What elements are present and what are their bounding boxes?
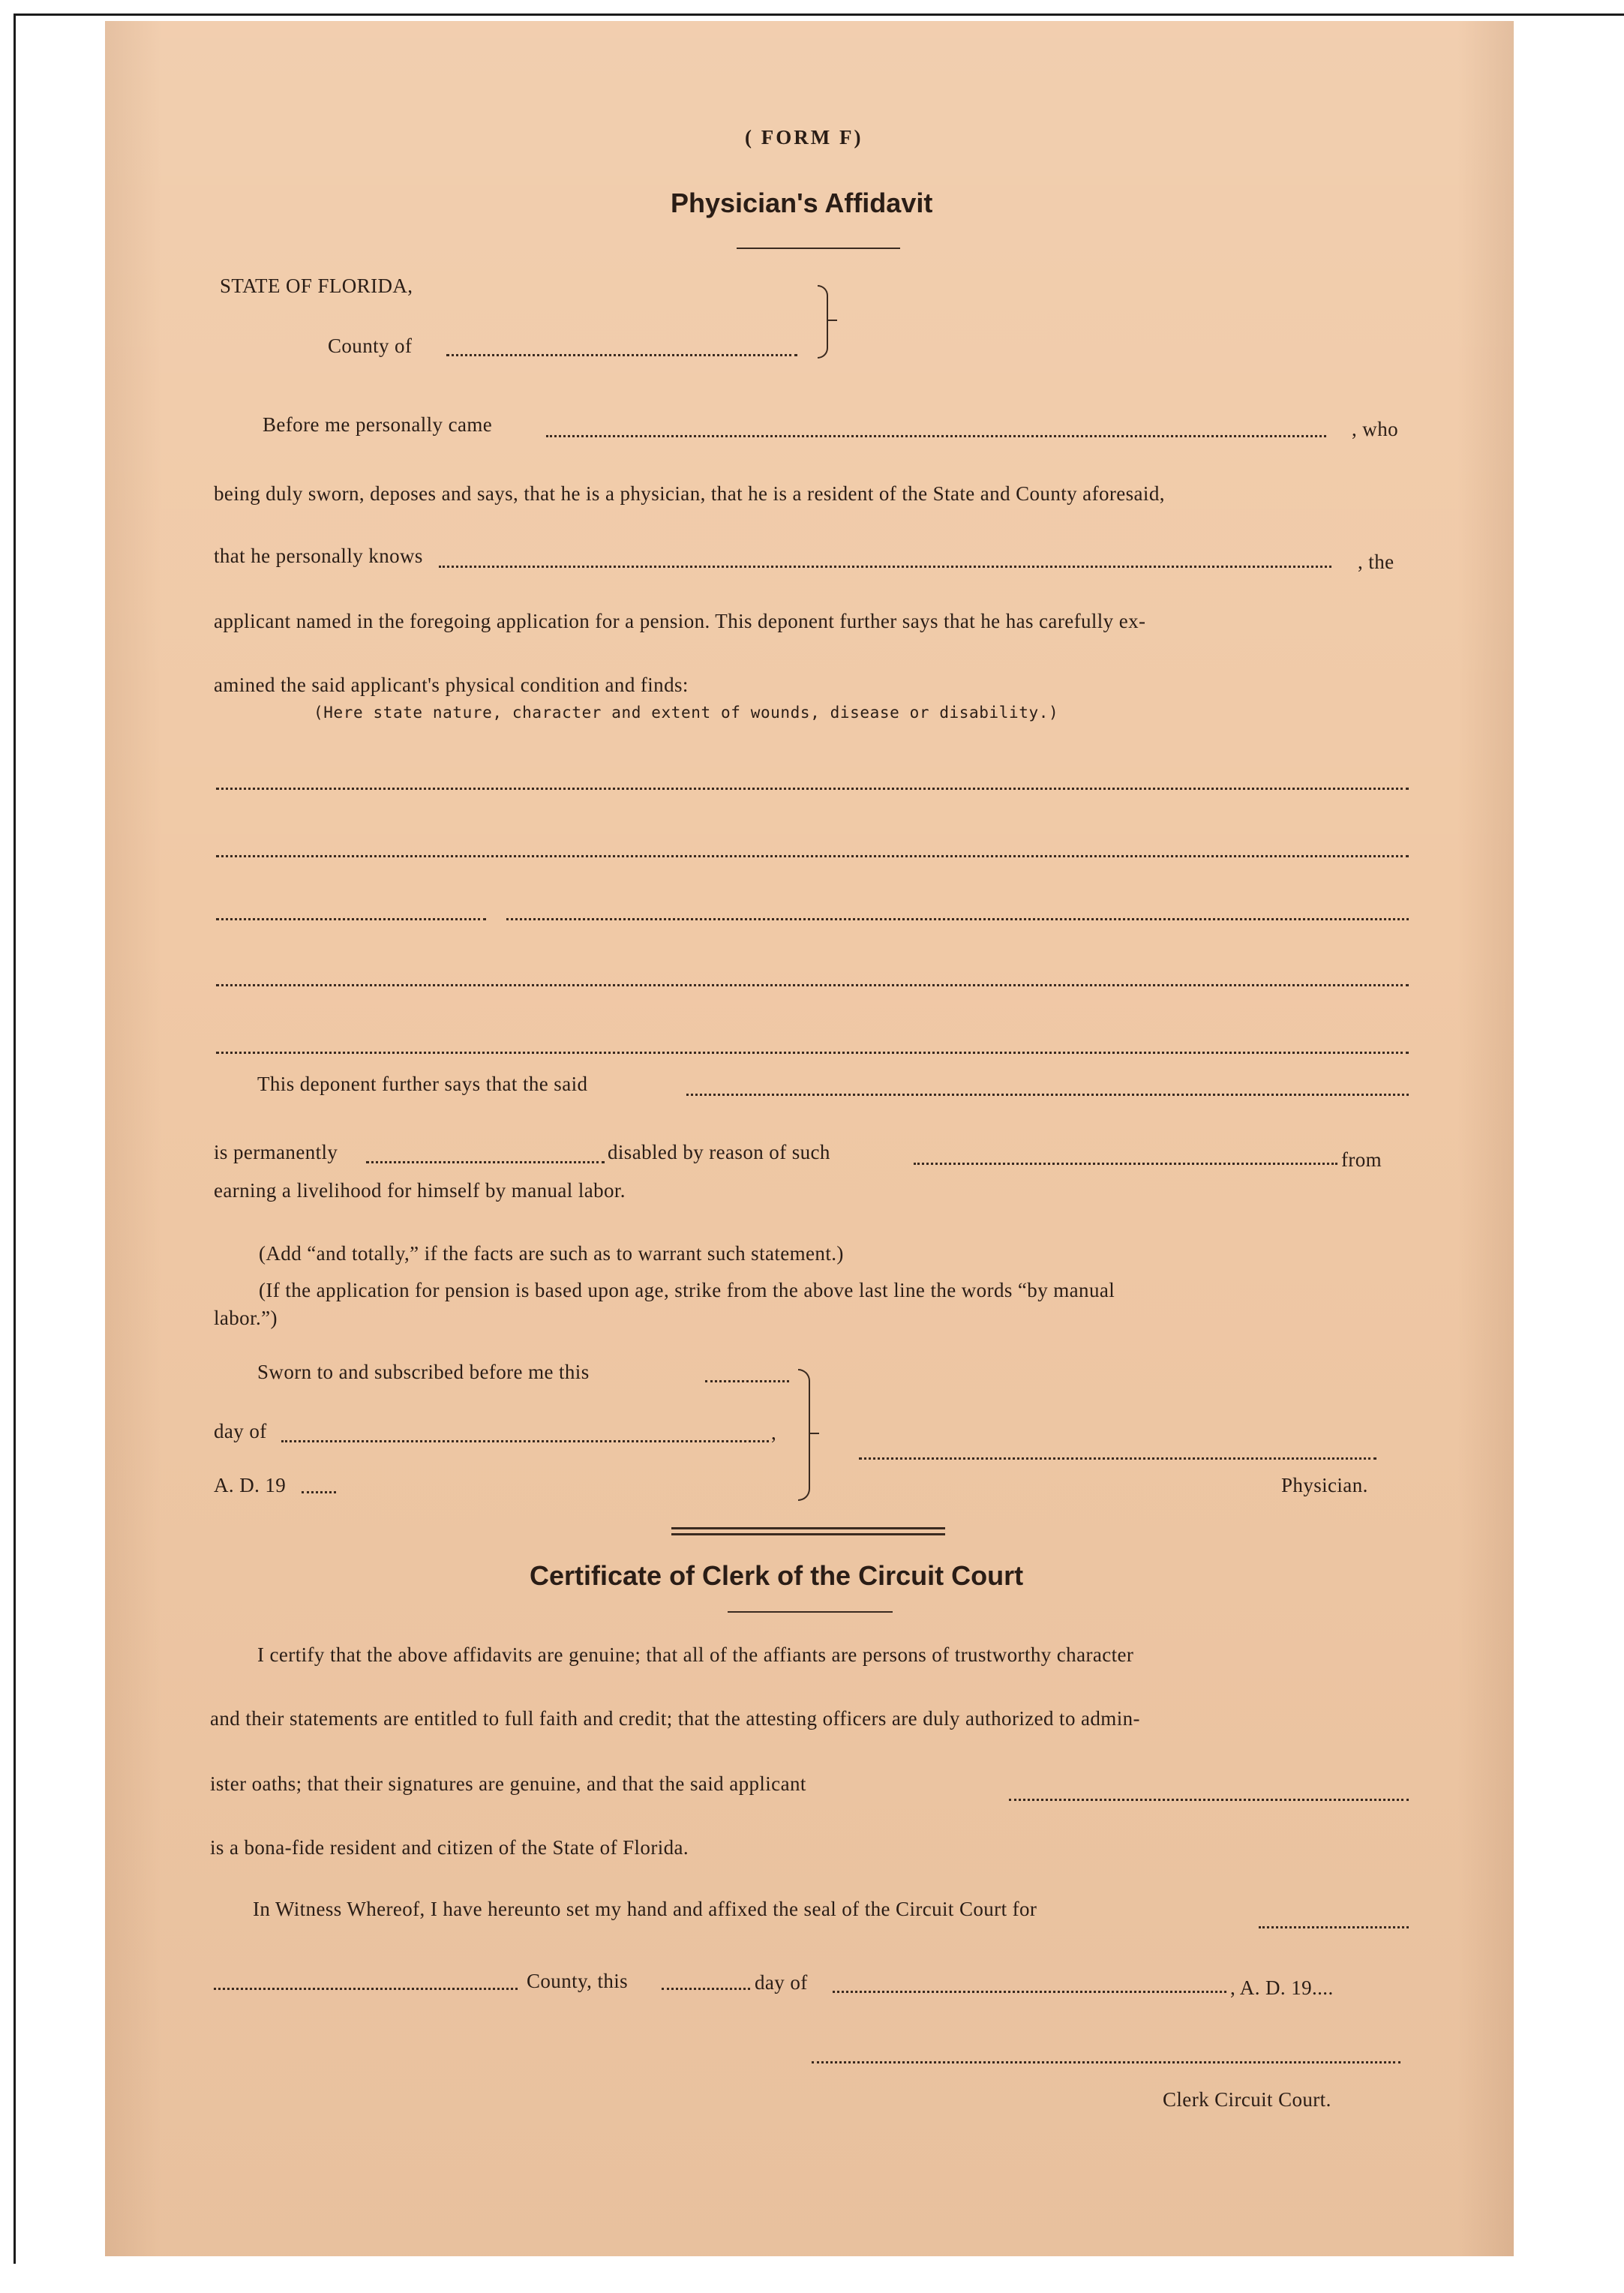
findings-line-5[interactable] [216, 1052, 1409, 1054]
applicant-name-field[interactable] [439, 566, 1331, 568]
findings-line-3a[interactable] [216, 918, 486, 920]
cert-month-field[interactable] [833, 1991, 1226, 1993]
clerk-signature-line[interactable] [812, 2061, 1400, 2063]
applicant-named-text: applicant named in the foregoing application for a pension. This deponent further says that he has carefully ex- [214, 610, 1146, 632]
the-text: , the [1358, 551, 1394, 573]
certify-line-1: I certify that the above affidavits are genuine; that all of the affiants are persons of trustworthy character [257, 1643, 1134, 1666]
from-text: from [1341, 1148, 1382, 1171]
findings-line-3b[interactable] [506, 918, 1409, 920]
certify-line-4: is a bona-fide resident and citizen of the State of Florida. [210, 1836, 689, 1859]
clerk-label: Clerk Circuit Court. [1163, 2088, 1331, 2111]
physician-signature-line[interactable] [859, 1457, 1376, 1460]
findings-line-4[interactable] [216, 984, 1409, 986]
scan-frame-left [14, 14, 16, 2264]
deponent-further-text: This deponent further says that the said [257, 1073, 588, 1095]
findings-line-1[interactable] [216, 788, 1409, 790]
examined-text: amined the said applicant's physical condition and finds: [214, 674, 689, 696]
before-me-text: Before me personally came [263, 413, 493, 436]
who-text: , who [1352, 418, 1398, 440]
livelihood-text: earning a livelihood for himself by manual labor. [214, 1179, 626, 1202]
form-label: ( FORM F) [745, 126, 863, 149]
sworn-subscribed-text: Sworn to and subscribed before me this [257, 1361, 590, 1383]
cert-ad-text: , A. D. 19.... [1230, 1976, 1334, 1999]
note-age-line2: labor.”) [214, 1307, 278, 1329]
note-age-line1: (If the application for pension is based upon age, strike from the above last line the words “by manual [259, 1279, 1115, 1301]
disabled-text: disabled by reason of such [608, 1141, 830, 1163]
witness-text: In Witness Whereof, I have hereunto set my hand and affixed the seal of the Circuit Court for [253, 1898, 1037, 1920]
venue-brace [818, 285, 828, 359]
jurat-year-field[interactable] [302, 1491, 336, 1493]
witness-court-field[interactable] [1259, 1926, 1409, 1928]
sworn-deposes-text: being duly sworn, deposes and says, that he is a physician, that he is a resident of the State and County aforesaid, [214, 482, 1165, 505]
scan-frame-top [14, 14, 1624, 16]
deponent-applicant-field[interactable] [686, 1094, 1409, 1096]
jurat-day-of-text: day of [214, 1420, 267, 1442]
venue-state: STATE OF FLORIDA, [220, 275, 413, 297]
certificate-title-rule [728, 1611, 893, 1613]
jurat-comma: , [771, 1421, 777, 1444]
certificate-title: Certificate of Clerk of the Circuit Court [530, 1560, 1024, 1591]
title-rule [737, 248, 900, 249]
disability-field[interactable] [914, 1163, 1337, 1165]
cert-day-field[interactable] [662, 1988, 750, 1990]
permanently-field[interactable] [366, 1161, 605, 1163]
venue-brace-tip [827, 320, 837, 321]
sworn-day-field[interactable] [705, 1380, 789, 1382]
section-double-rule-top [671, 1527, 945, 1529]
instruction-text: (Here state nature, character and extent of wounds, disease or disability.) [314, 704, 1059, 722]
section-double-rule-bottom [671, 1533, 945, 1535]
cert-county-text: County, this [527, 1970, 629, 1992]
certify-line-2: and their statements are entitled to full faith and credit; that the attesting officers are duly authorized to admin- [210, 1707, 1140, 1730]
note-totally: (Add “and totally,” if the facts are such as to warrant such statement.) [259, 1242, 844, 1265]
certify-line-3: ister oaths; that their signatures are genuine, and that the said applicant [210, 1772, 806, 1795]
jurat-month-field[interactable] [281, 1440, 769, 1442]
permanently-text: is permanently [214, 1141, 338, 1163]
physician-label: Physician. [1281, 1474, 1368, 1496]
jurat-brace [798, 1369, 810, 1501]
certify-applicant-field[interactable] [1009, 1799, 1409, 1801]
affiant-name-field[interactable] [546, 435, 1326, 437]
findings-line-2[interactable] [216, 855, 1409, 857]
cert-day-of-text: day of [755, 1971, 808, 1994]
form-title: Physician's Affidavit [671, 188, 933, 218]
venue-county-label: County of [328, 335, 413, 357]
personally-knows-text: that he personally knows [214, 545, 423, 567]
cert-county-field[interactable] [214, 1988, 518, 1990]
county-field[interactable] [446, 354, 797, 356]
jurat-brace-tip [809, 1433, 819, 1434]
form-paper [105, 21, 1514, 2256]
jurat-ad-text: A. D. 19 [214, 1474, 287, 1496]
